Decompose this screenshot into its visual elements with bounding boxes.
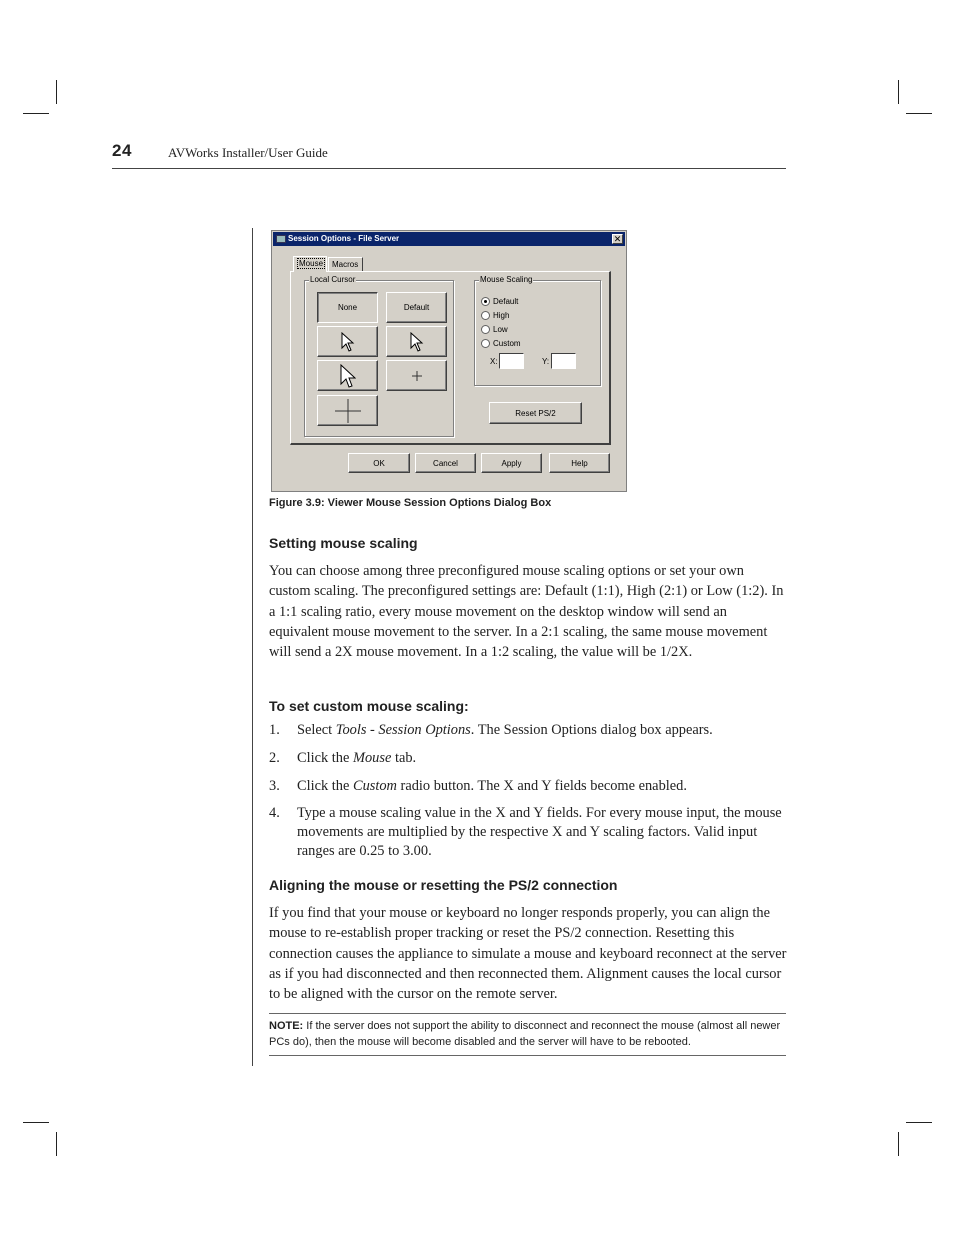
close-icon[interactable]: ✕	[613, 234, 622, 244]
mouse-scaling-paragraph: You can choose among three preconfigured mouse scaling options or set your own custom scaling. The preconfigured settings are: Default (1:1), High (2:1) or Low (1:2). In a 1:1 scaling ratio, every mouse movement on the desktop window will send an equivalent mouse movement to the server. In a 2:1 scaling, the same mouse movement will send a 2X mouse movement. In a 1:2 scaling, the value will be 1/2X.	[269, 563, 784, 661]
running-head: AVWorks Installer/User Guide	[168, 145, 328, 160]
cursor-large-crosshair-button[interactable]	[317, 395, 378, 426]
section-heading-mouse-scaling: Setting mouse scaling	[269, 535, 418, 551]
menu-path: Tools - Session Options	[335, 722, 471, 738]
crop-mark	[898, 80, 899, 104]
dialog-title: Session Options - File Server	[288, 234, 400, 243]
radio-button	[481, 339, 490, 348]
step-text: radio button. The X and Y fields become enabled.	[396, 778, 687, 794]
radio-default[interactable]	[481, 297, 518, 306]
session-options-dialog	[271, 230, 627, 492]
radio-custom-label: Custom	[493, 339, 521, 348]
cursor-large-arrow-button[interactable]	[317, 360, 378, 391]
figure-caption: Figure 3.9: Viewer Mouse Session Options Dialog Box	[269, 497, 552, 509]
radio-low[interactable]	[481, 325, 508, 334]
note-text: If the server does not support the ability to disconnect and reconnect the mouse (almost all newer PCs do), then the mouse will become disabled and the server will have to be rebooted.	[269, 1020, 781, 1048]
step-text: Click the	[297, 778, 353, 794]
radio-low-label: Low	[493, 325, 508, 334]
step-number: 4.	[269, 805, 280, 821]
x-field-label: X:	[490, 357, 498, 366]
local-cursor-group	[304, 275, 454, 437]
procedure-heading: To set custom mouse scaling:	[269, 698, 469, 714]
tab-mouse[interactable]	[293, 256, 327, 272]
radio-high[interactable]	[481, 311, 509, 320]
mouse-tab-panel	[290, 271, 611, 445]
radio-high-label: High	[493, 311, 510, 320]
crop-mark	[56, 1132, 57, 1156]
x-scaling-field[interactable]	[499, 353, 524, 369]
reset-ps2-button[interactable]: Reset PS/2	[489, 402, 582, 424]
aligning-paragraph: If you find that your mouse or keyboard no longer responds properly, you can align the mouse to re-establish proper tracking or reset the PS/2 connection. Resetting this connection causes the appliance to simulate a mouse and keyboard reconnect at the server as if you had disconnected and then reconnected them. Alignment causes the local cursor to be aligned with the cursor on the remote server.	[269, 905, 787, 1003]
procedure-step	[269, 721, 787, 740]
section-heading-aligning: Aligning the mouse or resetting the PS/2 connection	[269, 877, 618, 893]
radio-default-label: Default	[493, 297, 519, 306]
note-label: NOTE:	[269, 1020, 304, 1032]
y-field-label: Y:	[542, 357, 550, 366]
procedure-step	[269, 777, 787, 796]
procedure-step	[269, 749, 787, 768]
arrow-cursor-icon	[410, 332, 424, 352]
cursor-default-button[interactable]: Default	[386, 292, 447, 323]
procedure-step	[269, 804, 787, 861]
option-name: Custom	[352, 778, 397, 794]
help-button[interactable]: Help	[549, 453, 610, 473]
note-block	[269, 1019, 787, 1050]
cancel-button[interactable]: Cancel	[415, 453, 476, 473]
step-text: Type a mouse scaling value in the X and Y fields. For every mouse input, the mouse movements are multiplied by the respective X and Y scaling factors. Valid input ranges are 0.25 to 3.00.	[297, 805, 782, 859]
step-number: 2.	[269, 750, 280, 766]
step-text: tab.	[391, 750, 417, 766]
margin-rule	[252, 228, 253, 1066]
y-scaling-field[interactable]	[551, 353, 576, 369]
note-bottom-rule	[269, 1055, 786, 1056]
step-text: . The Session Options dialog box appears.	[470, 722, 713, 738]
large-arrow-cursor-icon	[340, 364, 356, 388]
cursor-arrow-alt-button[interactable]	[386, 326, 447, 357]
page-number: 24	[112, 141, 132, 160]
radio-button	[481, 325, 490, 334]
mouse-scaling-group	[474, 275, 601, 386]
crop-mark	[898, 1132, 899, 1156]
header-rule	[112, 168, 786, 169]
tab-mouse-label: Mouse	[299, 259, 324, 268]
crop-mark	[906, 1122, 932, 1123]
tab-macros[interactable]: Macros	[328, 257, 363, 271]
radio-button	[481, 297, 490, 306]
arrow-cursor-icon	[341, 332, 355, 352]
large-crosshair-icon	[335, 399, 361, 423]
cursor-none-button[interactable]: None	[317, 292, 378, 323]
crop-mark	[906, 113, 932, 114]
app-icon	[276, 235, 286, 243]
ok-button[interactable]: OK	[348, 453, 410, 473]
note-top-rule	[269, 1013, 786, 1014]
radio-button	[481, 311, 490, 320]
cursor-small-crosshair-button[interactable]	[386, 360, 447, 391]
cursor-arrow-button[interactable]	[317, 326, 378, 357]
crop-mark	[56, 80, 57, 104]
radio-custom[interactable]	[481, 339, 521, 348]
crop-mark	[23, 113, 49, 114]
apply-button[interactable]: Apply	[481, 453, 542, 473]
step-number: 3.	[269, 778, 280, 794]
local-cursor-label: Local Cursor	[310, 275, 356, 284]
crop-mark	[23, 1122, 49, 1123]
tab-name: Mouse	[352, 750, 392, 766]
dialog-titlebar	[273, 232, 625, 246]
step-text: Select	[297, 722, 336, 738]
step-number: 1.	[269, 722, 280, 738]
mouse-scaling-label: Mouse Scaling	[480, 275, 533, 284]
small-crosshair-icon	[412, 371, 422, 381]
step-text: Click the	[297, 750, 353, 766]
